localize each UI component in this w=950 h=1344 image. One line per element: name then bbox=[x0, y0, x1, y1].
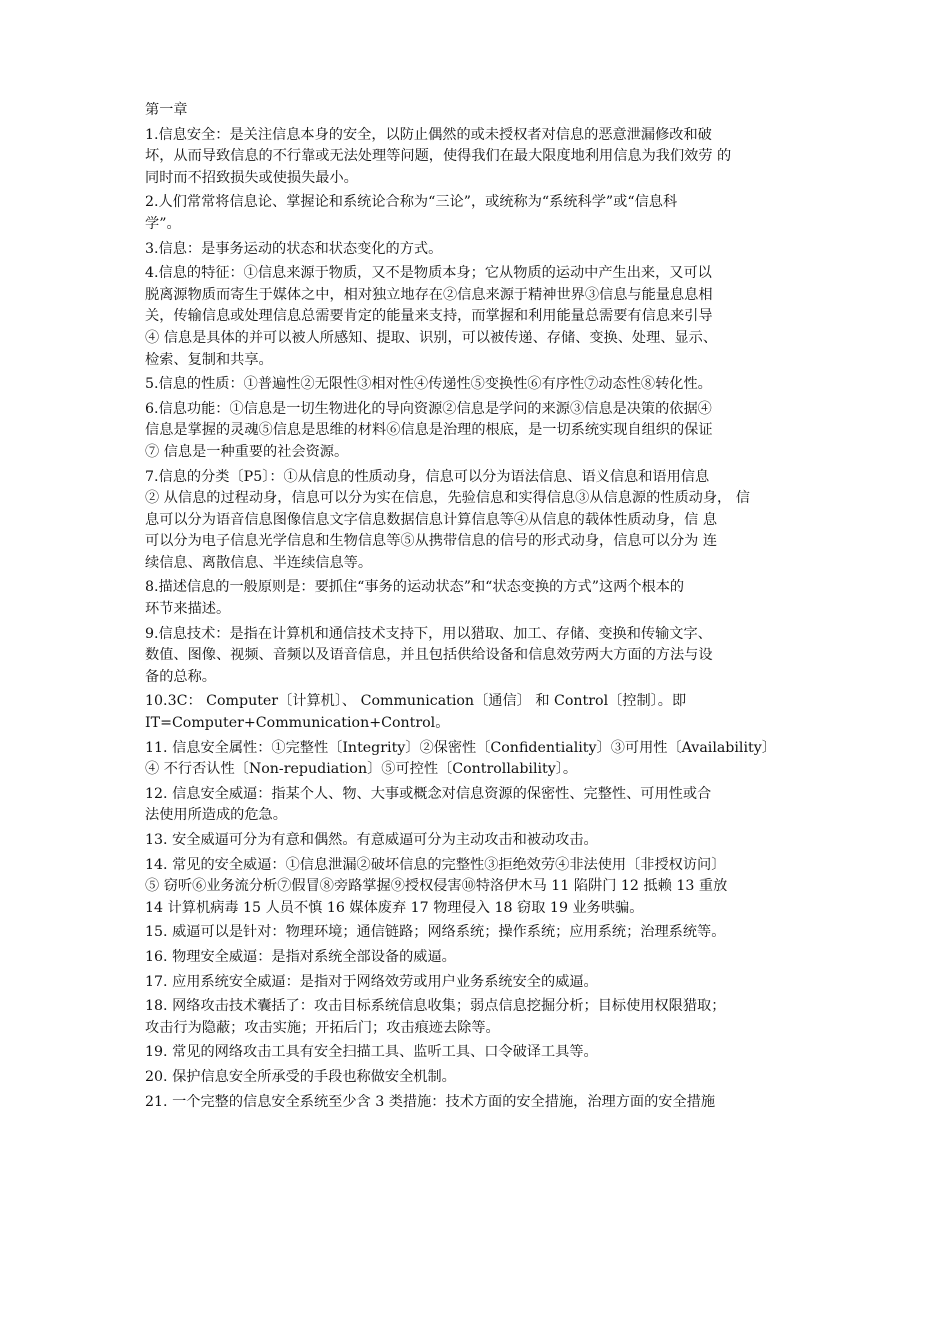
paragraph-1 bbox=[145, 125, 821, 190]
paragraph-line: 学”。 bbox=[145, 215, 181, 232]
paragraph-line: 检索、复制和共享。 bbox=[145, 351, 273, 368]
paragraph-line: 攻击行为隐蔽；攻击实施；开拓后门；攻击痕迹去除等。 bbox=[145, 1019, 500, 1036]
paragraph-10 bbox=[145, 691, 821, 734]
paragraph-line: 脱离源物质而寄生于媒体之中，相对独立地存在②信息来源于精神世界③信息与能量息息相 bbox=[145, 286, 713, 303]
paragraph-line: 14 计算机病毒 15 人员不慎 16 媒体废弃 17 物理侵入 18 窃取 19 业务哄骗。 bbox=[145, 899, 644, 916]
paragraph-line: ④ 信息是具体的并可以被人所感知、提取、识别，可以被传递、存储、变换、处理、显示、 bbox=[145, 329, 718, 346]
paragraph-line: 13. 安全威逼可分为有意和偶然。有意威逼可分为主动攻击和被动攻击。 bbox=[145, 832, 598, 848]
paragraph-21 bbox=[145, 1092, 821, 1114]
paragraph-line: 18. 网络攻击技术囊括了：攻击目标系统信息收集；弱点信息挖掘分析；目标使用权限猎取； bbox=[145, 998, 726, 1015]
paragraph-line: 21. 一个完整的信息安全系统至少含 3 类措施：技术方面的安全措施，治理方面的安全措施 bbox=[145, 1093, 716, 1110]
paragraph-line: 16. 物理安全威逼：是指对系统全部设备的威逼。 bbox=[145, 948, 456, 965]
paragraph-line: 坏，从而导致信息的不行靠或无法处理等问题，使得我们在最大限度地利用信息为我们效劳 的 bbox=[145, 148, 732, 165]
paragraph-11 bbox=[145, 738, 821, 781]
paragraph-line: IT=Computer+Communication+Control。 bbox=[145, 715, 450, 732]
paragraph-4 bbox=[145, 263, 821, 371]
paragraph-14 bbox=[145, 855, 821, 920]
paragraph-line: 环节来描述。 bbox=[145, 601, 231, 618]
paragraph-5 bbox=[145, 374, 821, 396]
paragraph-line: 4.信息的特征：①信息来源于物质，又不是物质本身；它从物质的运动中产生出来，又可以 bbox=[145, 265, 712, 282]
paragraph-line: ② 从信息的过程动身，信息可以分为实在信息，先验信息和实得信息③从信息源的性质动身， 信 bbox=[145, 490, 750, 507]
paragraph-line: 10.3C： Computer〔计算机〕、 Communication〔通信〕 和 Control〔控制〕。即 bbox=[145, 693, 687, 710]
document-page bbox=[145, 100, 821, 1116]
chapter-title: 第一章 bbox=[145, 102, 188, 118]
paragraph-line: 同时而不招致损失或使损失最小。 bbox=[145, 169, 358, 186]
paragraph-line: 12. 信息安全威逼：指某个人、物、大事或概念对信息资源的保密性、完整性、可用性或合 bbox=[145, 785, 712, 802]
paragraph-line: 数值、图像、视频、音频以及语音信息，并且包括供给设备和信息效劳两大方面的方法与设 bbox=[145, 647, 713, 664]
paragraph-line: 19. 常见的网络攻击工具有安全扫描工具、监听工具、口令破译工具等。 bbox=[145, 1044, 598, 1061]
paragraph-15 bbox=[145, 922, 821, 944]
paragraph-line: 11. 信息安全属性：①完整性〔Integrity〕②保密性〔Confidentiality〕③可用性〔Availability〕 bbox=[145, 739, 776, 756]
paragraph-2 bbox=[145, 192, 821, 235]
paragraph-line: 5.信息的性质：①普遍性②无限性③相对性④传递性⑤变换性⑥有序性⑦动态性⑧转化性。 bbox=[145, 376, 712, 393]
paragraph-line: 可以分为电子信息光学信息和生物信息等⑤从携带信息的信号的形式动身，信息可以分为 连 bbox=[145, 533, 718, 550]
paragraph-line: ④ 不行否认性〔Non-repudiation〕⑤可控性〔Controllability〕。 bbox=[145, 761, 578, 778]
paragraph-line: 20. 保护信息安全所承受的手段也称做安全机制。 bbox=[145, 1068, 456, 1085]
paragraph-line: 6.信息功能：①信息是一切生物进化的导向资源②信息是学问的来源③信息是决策的依据④ bbox=[145, 400, 712, 417]
paragraph-line: 续信息、离散信息、半连续信息等。 bbox=[145, 554, 373, 571]
paragraph-line: 信息是掌握的灵魂⑤信息是思维的材料⑥信息是治理的根底，是一切系统实现自组织的保证 bbox=[145, 422, 713, 439]
paragraph-12 bbox=[145, 784, 821, 827]
paragraph-8 bbox=[145, 577, 821, 620]
paragraph-18 bbox=[145, 996, 821, 1039]
paragraph-line: 14. 常见的安全威逼：①信息泄漏②破坏信息的完整性③拒绝效劳④非法使用〔非授权访问〕 bbox=[145, 856, 726, 873]
paragraph-16 bbox=[145, 947, 821, 969]
paragraph-line: 1.信息安全：是关注信息本身的安全，以防止偶然的或未授权者对信息的恶意泄漏修改和破 bbox=[145, 126, 712, 143]
paragraph-line: 3.信息：是事务运动的状态和状态变化的方式。 bbox=[145, 240, 443, 257]
paragraph-line: 7.信息的分类〔P5〕：①从信息的性质动身，信息可以分为语法信息、语义信息和语用信息 bbox=[145, 468, 710, 485]
paragraph-line: ⑦ 信息是一种重要的社会资源。 bbox=[145, 443, 349, 460]
paragraph-line: 法使用所造成的危急。 bbox=[145, 807, 287, 824]
paragraph-line: 备的总称。 bbox=[145, 668, 216, 685]
paragraph-line: 2.人们常常将信息论、掌握论和系统论合称为“三论”，或统称为“系统科学”或“信息科 bbox=[145, 194, 678, 211]
paragraph-line: 息可以分为语音信息图像信息文字信息数据信息计算信息等④从信息的载体性质动身，信 息 bbox=[145, 511, 718, 528]
paragraph-9 bbox=[145, 624, 821, 689]
paragraph-13 bbox=[145, 830, 821, 852]
paragraph-7 bbox=[145, 467, 821, 575]
paragraph-3 bbox=[145, 239, 821, 261]
paragraph-17 bbox=[145, 972, 821, 994]
paragraph-line: ⑤ 窃听⑥业务流分析⑦假冒⑧旁路掌握⑨授权侵害⑩特洛伊木马 11 陷阱门 12 抵赖 13 重放 bbox=[145, 878, 728, 895]
paragraph-line: 9.信息技术：是指在计算机和通信技术支持下，用以猎取、加工、存储、变换和传输文字、 bbox=[145, 625, 712, 642]
paragraph-6 bbox=[145, 399, 821, 464]
paragraph-20 bbox=[145, 1067, 821, 1089]
paragraph-line: 8.描述信息的一般原则是：要抓住“事务的运动状态”和“状态变换的方式”这两个根本的 bbox=[145, 579, 685, 596]
paragraph-line: 关，传输信息或处理信息总需要肯定的能量来支持，而掌握和利用能量总需要有信息来引导 bbox=[145, 308, 713, 325]
paragraph-line: 17. 应用系统安全威逼：是指对于网络效劳或用户业务系统安全的威逼。 bbox=[145, 973, 598, 990]
paragraph-line: 15. 威逼可以是针对：物理环境；通信链路；网络系统；操作系统；应用系统；治理系统等。 bbox=[145, 924, 726, 941]
paragraph-list bbox=[145, 125, 821, 1114]
paragraph-19 bbox=[145, 1042, 821, 1064]
